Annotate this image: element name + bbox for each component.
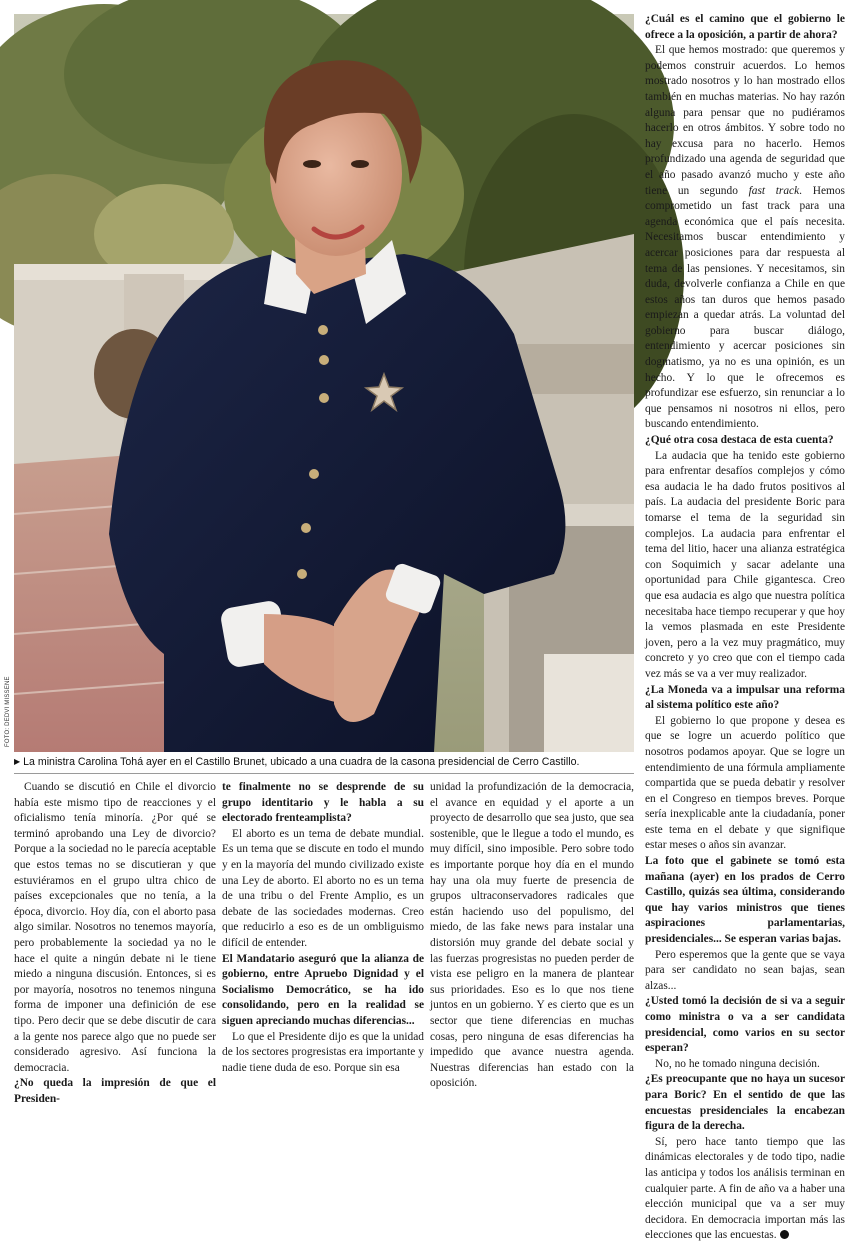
article-column-2 xyxy=(222,780,424,1074)
answer-paragraph xyxy=(645,43,845,433)
answer-paragraph: El aborto es un tema de debate mundial. Es un tema que se discute en todo el mundo y en la mayoría del mundo civilizado existe una Ley de aborto. El aborto no es un tema de una tribu o del Frente Amplio, es un debate de las sociedades modernas. Creo que reducirlo a eso es de un ombliguismo difícil de entender. xyxy=(222,827,424,949)
question-paragraph: La foto que el gabinete se tomó esta mañana (ayer) en los prados de Cerro Castillo, quizás sea última, considerando que hay varios ministros que tienes aspiraciones parlamentarias, presidenciales... Se esperan varias bajas. xyxy=(645,855,845,946)
answer-text: Sí, pero hace tanto tiempo que las dinámicas electorales y de todo tipo, nadie las anticipa y todos los análisis terminan en cualquier parte. A fin de año va a haber una elección municipal que va a ser muy decidora. En democracia importan más las elecciones que las encuestas. xyxy=(645,1135,845,1242)
answer-text: El que hemos mostrado: que queremos y podemos construir acuerdos. Lo hemos mostrado nosotros y lo han mostrado ellos también en muchas materias. No hay razón alguna para pensar que no pudiéramos hacerlo en otros ámbitos. Y sobre todo no hay excusa para no hacerlo. Hemos profundizado una agenda de seguridad que el año pasado avanzó mucho y este año tiene un segundo xyxy=(645,44,845,197)
photo-caption-text: La ministra Carolina Tohá ayer en el Castillo Brunet, ubicado a una cuadra de la casona presidencial de Cerro Castillo. xyxy=(23,756,580,768)
caption-divider xyxy=(14,773,634,774)
article-column-4 xyxy=(645,12,845,1242)
question-paragraph: te finalmente no se desprende de su grupo identitario y le habla a su electorado frenteamplista? xyxy=(222,781,424,825)
answer-paragraph xyxy=(645,1135,845,1244)
photo-credit-text: FOTO: DEDVI MISSENE xyxy=(5,676,11,747)
answer-text: . Hemos comprometido un fast track para una agenda económica que el país necesita. Necesitamos buscar entendimiento y acercar posiciones para dar respuesta al tema de las pensiones. Y necesitamos, sin duda, devolverle confianza a Chile en que estos años tan duros que hemos pasado empiezan a quedar atrás. La voluntad del gobierno para buscar diálogo, entendimiento y acercar posiciones sin dogmatismo, ya no es una opinión, es un hecho. Y lo que le ofrecemos es profundizar ese esfuerzo, sin renunciar a lo que pensamos ni nosotros ni ellos, pero buscando entendimiento. xyxy=(645,184,845,431)
article-column-3 xyxy=(430,780,634,1090)
caption-triangle-icon: ▶ xyxy=(14,757,21,766)
answer-paragraph: Cuando se discutió en Chile el divorcio había este mismo tipo de reacciones y el oficialismo tenía minoría. ¿Por qué se terminó aprobando una Ley de divorcio? Porque a la sociedad no le parecía aceptable que estos temas no se discutieran y que estuviéramos en el grupo ultra chico de países excepcionales que no tenía, a la época, divorcio. Hoy día, con el aborto pasa algo similar. Nosotros no tenemos mayoría, pero probablemente la sociedad ya no le hace el quite a ningún debate ni le tiene miedo a ninguna discusión. Entonces, si es por mayoría, nosotros no tenemos ninguna forma de imponer una definición de ese tipo. Pero decir que se debe discutir de cara a la gente nos parece algo que no puede ser considerado agresivo. Así funciona la democracia. xyxy=(14,781,216,1074)
answer-italic-text: fast track xyxy=(748,184,800,197)
end-of-article-icon xyxy=(780,1230,789,1239)
question-paragraph: ¿Usted tomó la decisión de si va a seguir como ministra o va a ser candidata presidencial, como varios en su sector esperan? xyxy=(645,995,845,1055)
answer-paragraph: No, no he tomado ninguna decisión. xyxy=(655,1057,820,1070)
answer-paragraph: El gobierno lo que propone y desea es que se logre un acuerdo político que nosotros podamos apoyar. Que se logre un entendimiento de una fórmula ampliamente compartida que se pueda debatir y resolver en el Congreso en tiempos breves. Porque sería inexplicable ante la ciudadanía, poner este tema en el debate y que signifique estar meses o años sin avanzar. xyxy=(645,714,845,852)
answer-paragraph: Pero esperemos que la gente que se vaya para ser candidato no sean bajas, sean alzas... xyxy=(645,948,845,992)
portrait-photo xyxy=(14,14,634,752)
question-paragraph: ¿La Moneda va a impulsar una reforma al sistema político este año? xyxy=(645,683,845,712)
question-paragraph: ¿Cuál es el camino que el gobierno le ofrece a la oposición, a partir de ahora? xyxy=(645,13,845,41)
answer-paragraph: La audacia que ha tenido este gobierno para enfrentar desafíos complejos y cómo esa audacia le ha dado frutos positivos al país. La audacia del presidente Boric para tomarse el tema de la seguridad sin complejos. La audacia para enfrentar el tema del litio, hacer una alianza estratégica con Soquimich y sacar adelante una oportunidad para Chile gigantesca. Creo que esa audacia es algo que nuestra política necesitaba hace tiempo recuperar y que hoy la vemos plasmada en este Presidente joven, pero a la vez muy pragmático, muy concreto y yo creo que con el tiempo cada vez más se va a ver muy realizador. xyxy=(645,449,845,680)
question-paragraph: El Mandatario aseguró que la alianza de gobierno, entre Apruebo Dignidad y el Socialismo Democrático, se ha ido consolidando, pero en la realidad se siguen apreciando muchas diferencias... xyxy=(222,952,424,1027)
question-paragraph: ¿Qué otra cosa destaca de esta cuenta? xyxy=(645,434,834,447)
portrait-illustration xyxy=(14,14,634,752)
question-paragraph: ¿Es preocupante que no haya un sucesor para Boric? En el sentido de que las encuestas presidenciales la encabezan figura de la derecha. xyxy=(645,1073,845,1133)
question-paragraph: ¿No queda la impresión de que el Presiden- xyxy=(14,1077,216,1105)
answer-paragraph: Lo que el Presidente dijo es que la unidad de los sectores progresistas era importante y nadie tiene duda de eso. Porque sin esa xyxy=(222,1030,424,1074)
article-column-1 xyxy=(14,780,216,1105)
photo-caption xyxy=(14,754,634,770)
photo-credit xyxy=(2,676,14,750)
answer-paragraph: unidad la profundización de la democracia, el avance en equidad y el aporte a un proyecto de desarrollo que sea justo, que sea sostenible, que le llegue a todo el mundo, es muy difícil, sino imposible. Pero sobre todo es importante porque hoy día en el mundo hay una ola muy fuerte de presencia de grupos ultraconservadores radicales que están haciendo uso del populismo, del miedo, de las fake news para instalar una distorsión muy grande del debate social y las fuerzas progresistas no pueden perder de vista ese peligro en la manera de plantear sus prioridades. Eso es lo que nos tiene juntos en un gobierno. Y es cierto que es un sector que tiene diferencias en muchas cosas, pero ninguna de esas diferencias ha impedido que avance nuestra agenda. Nuestras diferencias han estado con la oposición. xyxy=(430,781,634,1090)
